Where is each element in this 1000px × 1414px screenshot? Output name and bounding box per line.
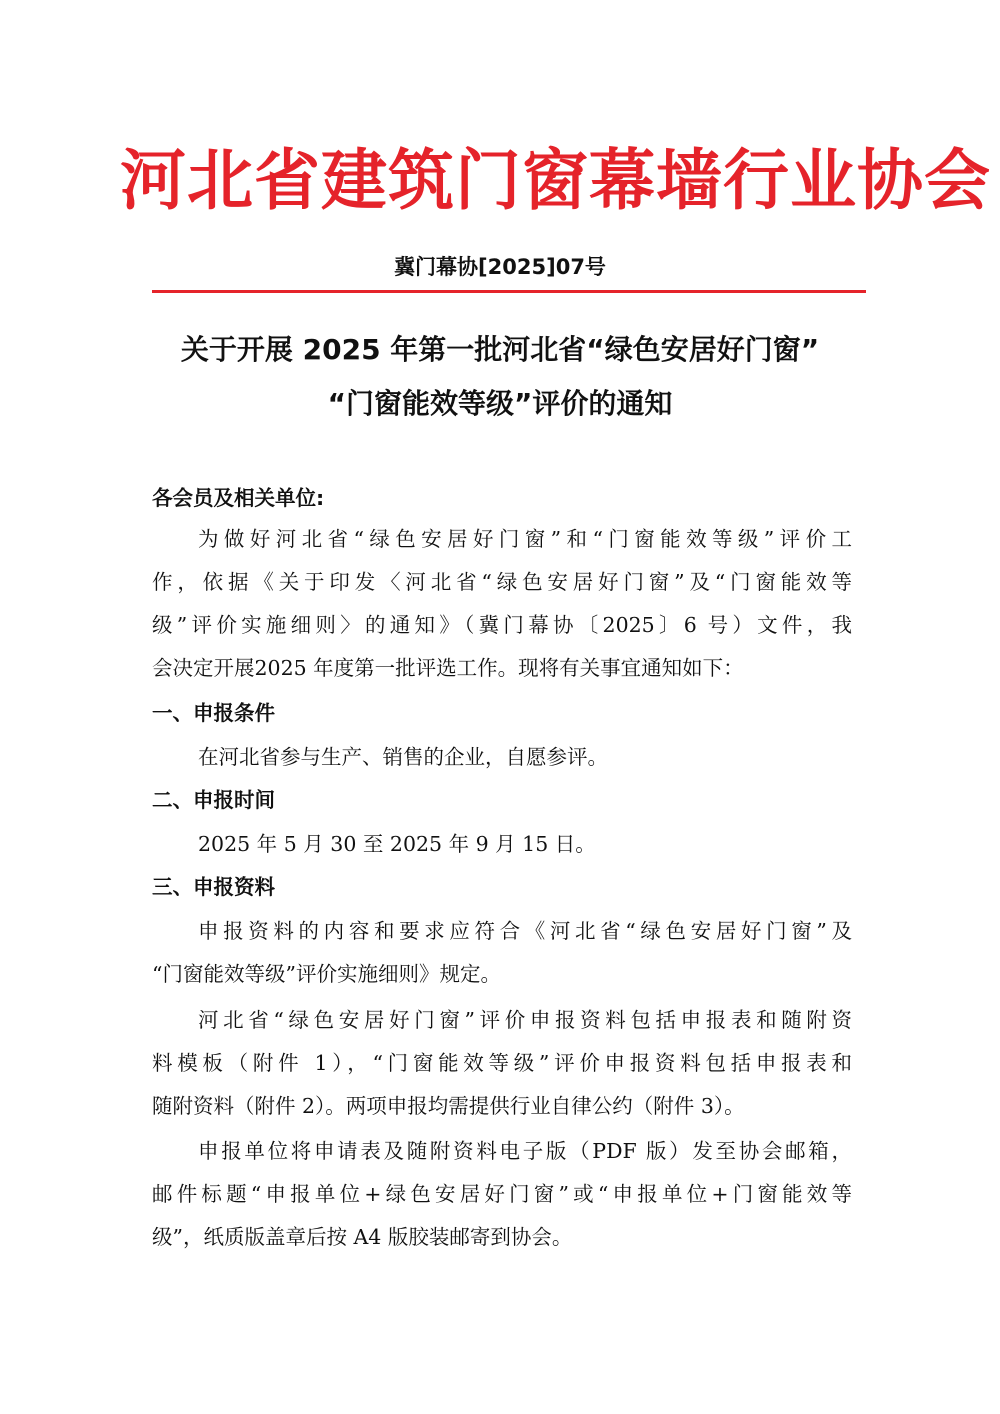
intro-line-1: 为做好河北省“绿色安居好门窗”和“门窗能效等级”评价工 [198,527,852,551]
section-3-para-3-line-2: 邮件标题“申报单位+绿色安居好门窗”或“申报单位+门窗能效等 [152,1182,852,1206]
section-3-para-3-line-3: 级”，纸质版盖章后按 A4 版胶装邮寄到协会。 [152,1225,573,1249]
section-3-para-3-line-1: 申报单位将申请表及随附资料电子版（PDF 版）发至协会邮箱， [198,1139,852,1163]
organization-title: 河北省建筑门窗幕墙行业协会 [120,141,991,219]
document-number: 冀门幕协[2025]07号 [394,255,606,279]
intro-line-4: 会决定开展2025 年度第一批评选工作。现将有关事宜通知如下： [152,656,744,680]
notice-title-line-2: “门窗能效等级”评价的通知 [327,387,673,420]
intro-line-2: 作，依据《关于印发〈河北省“绿色安居好门窗”及“门窗能效等 [152,570,852,594]
intro-line-3: 级”评价实施细则〉的通知》（冀门幕协〔2025〕6 号）文件，我 [152,613,852,637]
section-3-para-2-line-1: 河北省“绿色安居好门窗”评价申报资料包括申报表和随附资 [198,1008,852,1032]
section-heading-2: 二、申报时间 [152,788,275,812]
section-heading-3: 三、申报资料 [152,875,275,899]
section-3-para-1-line-2: “门窗能效等级”评价实施细则》规定。 [152,962,501,986]
section-1-line-1: 在河北省参与生产、销售的企业，自愿参评。 [198,745,608,769]
section-3-para-1-line-1: 申报资料的内容和要求应符合《河北省“绿色安居好门窗”及 [198,919,852,943]
salutation: 各会员及相关单位: [152,486,325,510]
section-3-para-2-line-3: 随附资料（附件 2）。两项申报均需提供行业自律公约（附件 3）。 [152,1094,745,1118]
notice-title-line-1: 关于开展 2025 年第一批河北省“绿色安居好门窗” [180,333,820,366]
section-heading-1: 一、申报条件 [152,701,275,725]
red-divider-line [152,290,866,293]
section-2-line-1: 2025 年 5 月 30 至 2025 年 9 月 15 日。 [198,832,596,856]
section-3-para-2-line-2: 料模板（附件 1），“门窗能效等级”评价申报资料包括申报表和 [152,1051,852,1075]
